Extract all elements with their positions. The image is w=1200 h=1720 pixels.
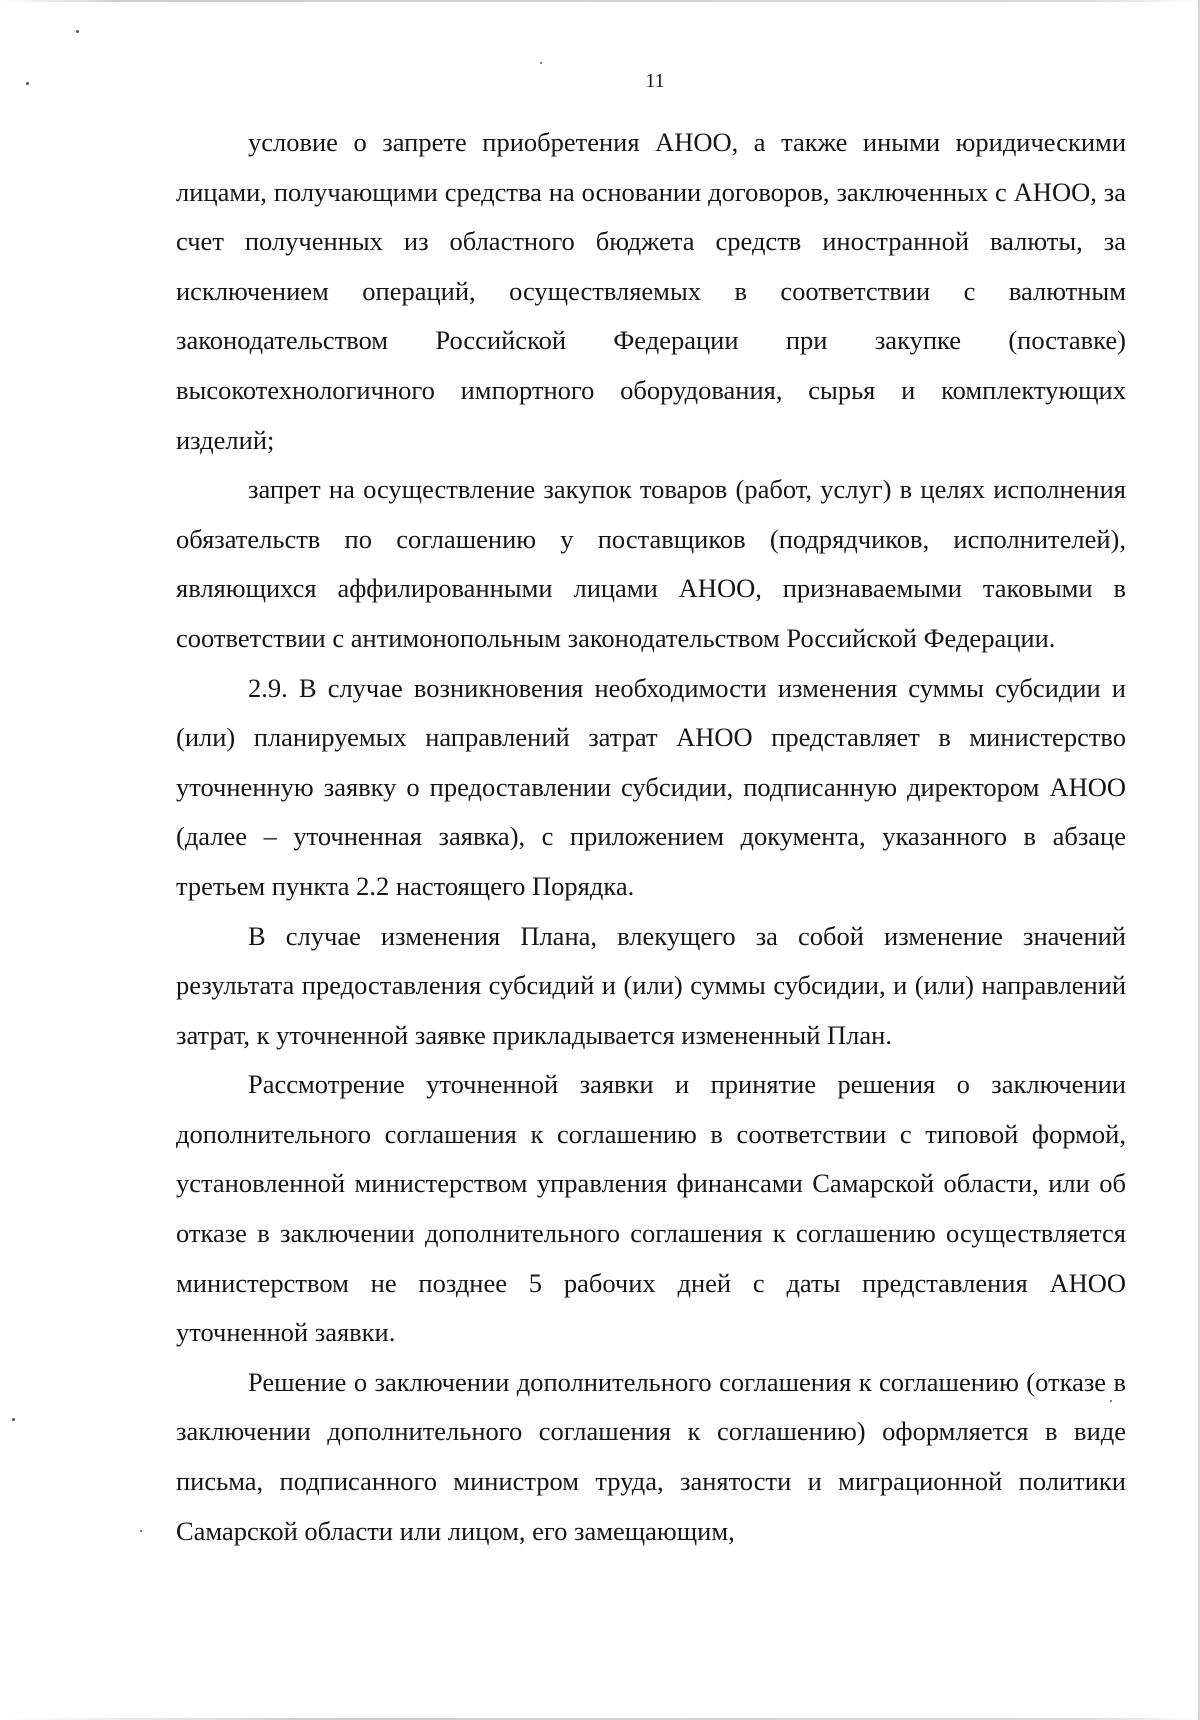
scan-speck [76, 30, 79, 33]
scan-edge-top [0, 0, 1200, 2]
paragraph-procurement-ban: запрет на осуществление закупок товаров (работ, услуг) в целях исполнения обязательств по соглашению у поставщиков (подрядчиков, исполнителей), являющихся аффилированными лицами АНОО, признаваемыми таковыми в соответствии с антимонопольным законодательством Российской Федерации. [176, 474, 1126, 653]
scan-speck [140, 1530, 142, 1532]
paragraph-plan-change: В случае изменения Плана, влекущего за собой изменение значений результата предоставления субсидий и (или) суммы субсидии, и (или) направлений затрат, к уточненной заявке прикладывается измененный План. [176, 920, 1126, 1050]
paragraph-review: Рассмотрение уточненной заявки и принятие решения о заключении дополнительного соглашения к соглашению в соответствии с типовой формой, установленной министерством управления финансами Самарской области, или об отказе в заключении дополнительного соглашения к соглашению осуществляется министерством не позднее 5 рабочих дней с даты представления АНОО уточненной заявки. [176, 1069, 1126, 1348]
page-number: 11 [645, 70, 665, 92]
scan-speck [12, 1418, 15, 1421]
paragraph-2-9: 2.9. В случае возникновения необходимости изменения суммы субсидии и (или) планируемых направлений затрат АНОО представляет в министерство уточненную заявку о предоставлении субсидии, подписанную директором АНОО (далее – уточненная заявка), с приложением документа, указанного в абзаце третьем пункта 2.2 настоящего Порядка. [176, 672, 1126, 901]
scan-speck [540, 62, 542, 64]
paragraph-foreign-currency-condition: условие о запрете приобретения АНОО, а также иными юридическими лицами, получающими средства на основании договоров, заключенных с АНОО, за счет полученных из областного бюджета средств иностранной валюты, за исключением операций, осуществляемых в соответствии с валютным законодательством Российской Федерации при закупке (поставке) высокотехнологичного импортного оборудования, сырья и комплектующих изделий; [176, 127, 1126, 455]
document-body [176, 118, 1126, 1556]
paragraph-decision: Решение о заключении дополнительного соглашения к соглашению (отказе в заключении дополнительного соглашения к соглашению) оформляется в виде письма, подписанного министром труда, занятости и миграционной политики Самарской области или лицом, его замещающим, [176, 1366, 1126, 1546]
